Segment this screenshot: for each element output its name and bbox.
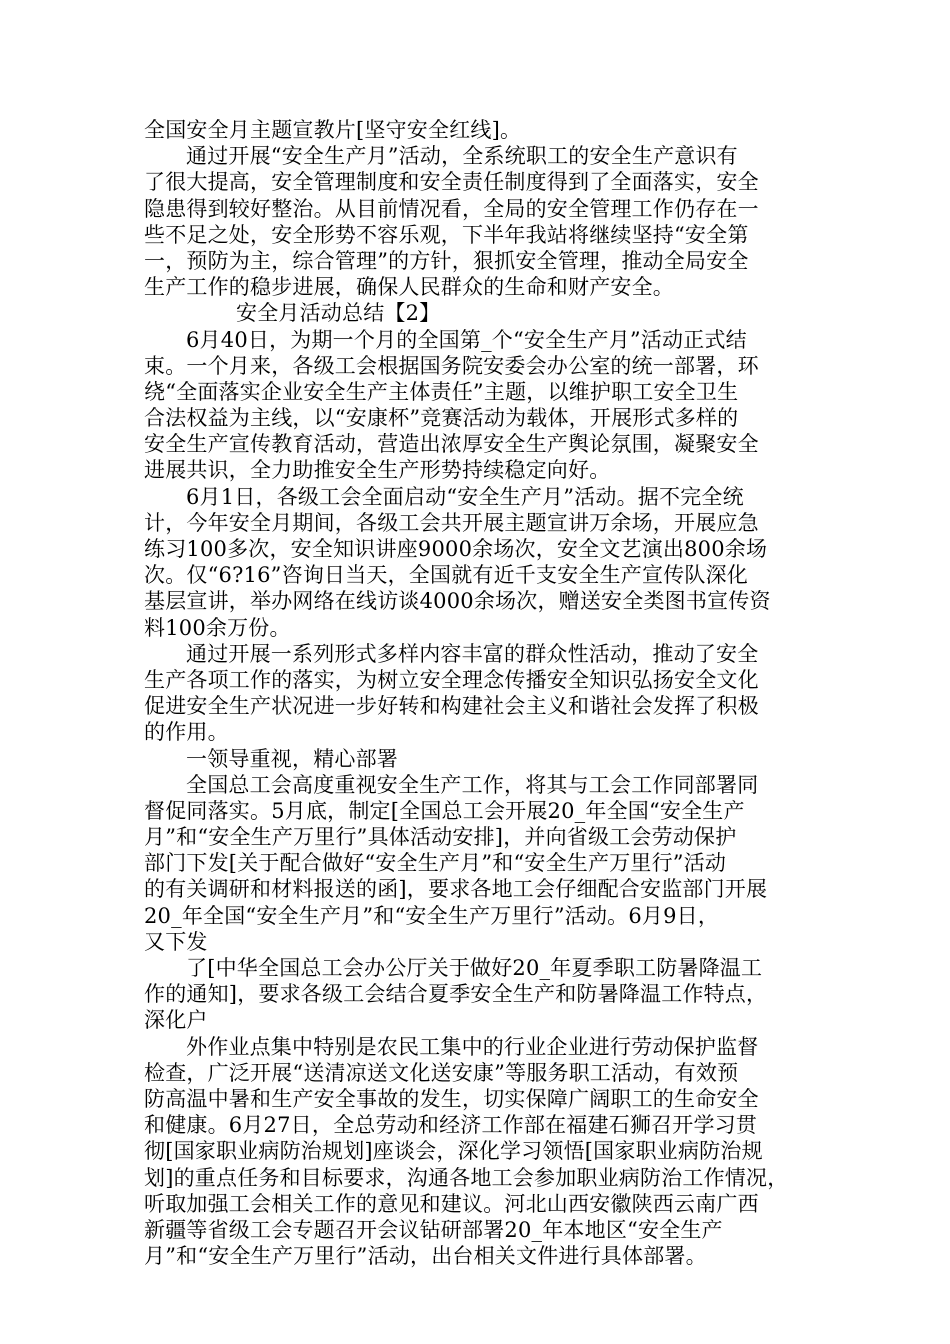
section-heading	[144, 300, 812, 326]
text-line: 月”和“安全生产万里行”具体活动安排]，并向省级工会劳动保护	[144, 825, 737, 850]
text-line: 基层宣讲，举办网络在线访谈4000余场次，赠送安全类图书宣传资	[144, 589, 771, 614]
text-line: 全国总工会高度重视安全生产工作，将其与工会工作同部署同	[186, 772, 759, 797]
text-line: 些不足之处，安全形势不容乐观，下半年我站将继续坚持“安全第	[144, 222, 749, 247]
paragraph	[144, 641, 812, 746]
text-line: 一，预防为主，综合管理”的方针，狠抓安全管理，推动全局安全	[144, 248, 749, 273]
text-line: 料100余万份。	[144, 615, 291, 640]
heading-text: 安全月活动总结【2】	[236, 301, 441, 326]
paragraph	[144, 117, 812, 143]
text-line: 和健康。6月27日，全总劳动和经济工作部在福建石狮召开学习贯	[144, 1113, 758, 1138]
text-line: 划]的重点任务和目标要求，沟通各地工会参加职业病防治工作情况，	[144, 1165, 789, 1190]
text-line: 的作用。	[144, 720, 229, 745]
text-line: 全国安全月主题宣教片[坚守安全红线]。	[144, 118, 522, 142]
text-line: 通过开展一系列形式多样内容丰富的群众性活动，推动了安全	[186, 641, 759, 666]
text-line: 又下发	[144, 929, 208, 954]
paragraph	[144, 327, 812, 484]
text-line: 深化户	[144, 1008, 208, 1033]
text-line: 生产各项工作的落实，为树立安全理念传播安全知识弘扬安全文化	[144, 667, 759, 692]
sub-heading-text: 一领导重视，精心部署	[186, 746, 398, 771]
text-line: 了很大提高，安全管理制度和安全责任制度得到了全面落实，安全	[144, 170, 759, 195]
text-line: 外作业点集中特别是农民工集中的行业企业进行劳动保护监督	[186, 1034, 759, 1059]
text-line: 新疆等省级工会专题召开会议钻研部署20_年本地区“安全生产	[144, 1217, 723, 1242]
text-line: 通过开展“安全生产月”活动，全系统职工的安全生产意识有	[186, 144, 738, 169]
text-line: 月”和“安全生产万里行”活动，出台相关文件进行具体部署。	[144, 1244, 707, 1269]
text-line: 彻[国家职业病防治规划]座谈会，深化学习领悟[国家职业病防治规	[144, 1139, 763, 1164]
text-line: 进展共识，全力助推安全生产形势持续稳定向好。	[144, 458, 611, 483]
text-line: 了[中华全国总工会办公厅关于做好20_年夏季职工防暑降温工	[186, 956, 763, 980]
text-line: 安全生产宣传教育活动，营造出浓厚安全生产舆论氛围，凝聚安全	[144, 432, 759, 457]
document-page	[144, 117, 812, 1269]
text-line: 检查，广泛开展“送清凉送文化送安康”等服务职工活动，有效预	[144, 1060, 739, 1085]
paragraph	[144, 484, 812, 641]
text-line: 6月1日，各级工会全面启动“安全生产月”活动。据不完全统	[186, 484, 744, 509]
text-line: 部门下发[关于配合做好“安全生产月”和“安全生产万里行”活动	[144, 851, 727, 876]
paragraph	[144, 1034, 812, 1270]
text-line: 计，今年安全月期间，各级工会共开展主题宣讲万余场，开展应急	[144, 510, 759, 535]
text-line: 生产工作的稳步进展，确保人民群众的生命和财产安全。	[144, 275, 674, 300]
sub-heading	[144, 746, 812, 772]
text-line: 作的通知]，要求各级工会结合夏季安全生产和防暑降温工作特点，	[144, 982, 768, 1007]
text-line: 隐患得到较好整治。从目前情况看，全局的安全管理工作仍存在一	[144, 196, 759, 221]
text-line: 6月40日，为期一个月的全国第_个“安全生产月”活动正式结	[186, 327, 747, 352]
text-line: 练习100多次，安全知识讲座9000余场次，安全文艺演出800余场	[144, 537, 768, 561]
text-line: 的有关调研和材料报送的函]，要求各地工会仔细配合安监部门开展	[144, 877, 768, 902]
text-line: 防高温中暑和生产安全事故的发生，切实保障广阔职工的生命安全	[144, 1086, 759, 1111]
paragraph	[144, 772, 812, 955]
text-line: 听取加强工会相关工作的意见和建议。河北山西安徽陕西云南广西	[144, 1191, 759, 1216]
text-line: 20_年全国“安全生产月”和“安全生产万里行”活动。6月9日，	[144, 903, 720, 928]
text-line: 次。仅“6?16”咨询日当天，全国就有近千支安全生产宣传队深化	[144, 563, 749, 588]
paragraph	[144, 955, 812, 1034]
text-line: 督促同落实。5月底，制定[全国总工会开展20_年全国“安全生产	[144, 798, 745, 823]
text-line: 促进安全生产状况进一步好转和构建社会主义和谐社会发挥了积极	[144, 694, 759, 719]
text-line: 合法权益为主线，以“安康杯”竞赛活动为载体，开展形式多样的	[144, 406, 739, 431]
text-line: 束。一个月来，各级工会根据国务院安委会办公室的统一部署，环	[144, 353, 759, 378]
paragraph	[144, 143, 812, 300]
text-line: 绕“全面落实企业安全生产主体责任”主题，以维护职工安全卫生	[144, 379, 739, 404]
